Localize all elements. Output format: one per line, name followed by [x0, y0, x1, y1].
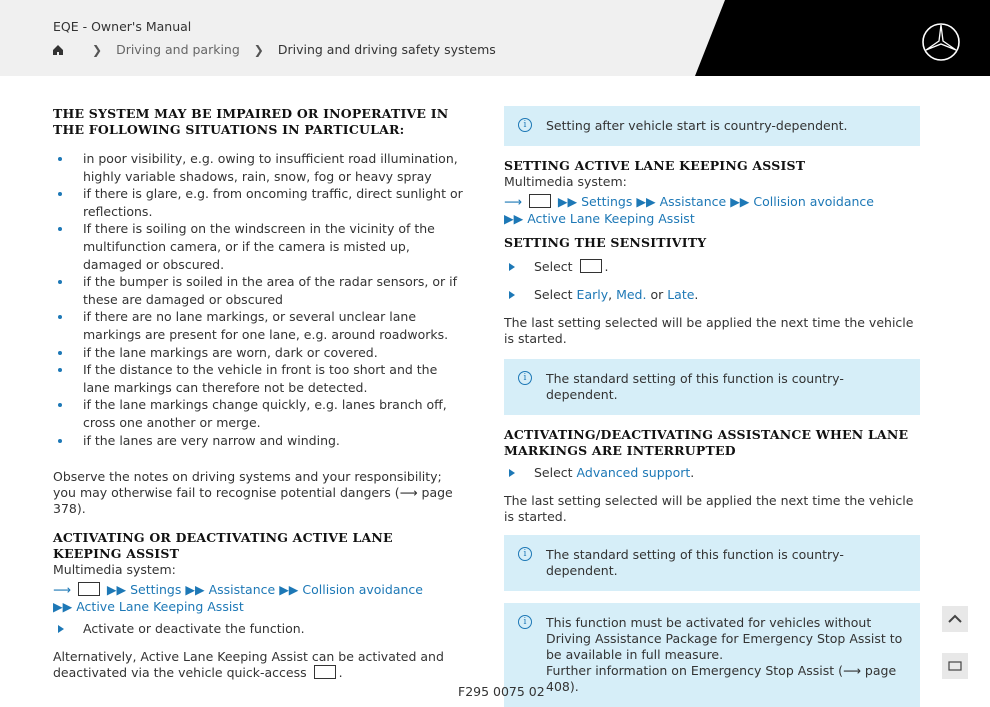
arrow-icon: ⟶: [504, 194, 522, 209]
select-advanced-step: Select Advanced support.: [504, 465, 920, 481]
arrow-icon: ⟶: [53, 582, 71, 598]
info-box: [504, 535, 920, 591]
info-text: The standard setting of this function is country-dependent.: [546, 547, 844, 578]
select-step: Select .: [504, 259, 920, 275]
path-active-lane-keeping-assist[interactable]: Active Lane Keeping Assist: [76, 599, 244, 615]
gear-icon: [580, 259, 602, 273]
menu-path: [504, 193, 920, 227]
quick-access-note: Alternatively, Active Lane Keeping Assist can be activated and deactivated via the vehicle quick-access .: [53, 649, 444, 681]
option-advanced-support[interactable]: Advanced support: [576, 465, 691, 480]
home-screen-icon: [78, 582, 100, 596]
car-icon: [314, 665, 336, 679]
info-text: Setting after vehicle start is country-dependent.: [546, 118, 848, 133]
chevron-right-icon: ❯: [253, 42, 264, 57]
list-item: if the lane markings are worn, dark or covered.: [53, 344, 465, 362]
info-box: [504, 106, 920, 146]
info-icon: i: [518, 547, 532, 561]
info-text: Further information on Emergency Stop Assist (⟶ page 408).: [546, 663, 897, 694]
info-text: This function must be activated for vehicles without Driving Assistance Package for Emergency Stop Assist to be available in full measure.: [546, 615, 903, 662]
figure-code: F295 0075 02: [458, 684, 545, 699]
scroll-to-top-button[interactable]: [942, 606, 968, 632]
breadcrumb: [52, 42, 496, 57]
header-bar: [0, 0, 990, 76]
option-med[interactable]: Med.: [616, 287, 647, 302]
info-icon: i: [518, 371, 532, 385]
sensitivity-heading: SETTING THE SENSITIVITY: [504, 235, 707, 250]
select-label: Select: [534, 287, 573, 302]
list-item: if there are no lane markings, or several unclear lane markings are present for one lane, e.g. around roadworks.: [53, 308, 465, 343]
multimedia-label: Multimedia system:: [53, 562, 176, 578]
path-collision-avoidance[interactable]: Collision avoidance: [302, 582, 423, 598]
list-item: if there is glare, e.g. from oncoming traffic, direct sunlight or reflections.: [53, 185, 465, 220]
info-icon: i: [518, 615, 532, 629]
breadcrumb-driving-safety[interactable]: Driving and driving safety systems: [277, 42, 496, 57]
mercedes-star-logo-icon: [921, 22, 961, 62]
path-settings[interactable]: Settings: [581, 194, 633, 209]
info-box: [504, 603, 920, 707]
list-item: If there is soiling on the windscreen in the vicinity of the multifunction camera, or if the camera is misted up, damaged or obscured.: [53, 220, 465, 273]
double-chevron-icon: ▶▶: [185, 582, 205, 598]
double-chevron-icon: ▶▶: [636, 194, 656, 209]
chevron-right-icon: ❯: [92, 42, 103, 57]
info-icon: i: [518, 118, 532, 132]
chevron-up-icon: [948, 614, 962, 624]
right-column: [504, 106, 920, 707]
select-label: Select: [534, 259, 573, 274]
list-item: if the bumper is soiled in the area of the radar sensors, or if these are damaged or obscured: [53, 273, 465, 308]
impairment-heading: THE SYSTEM MAY BE IMPAIRED OR INOPERATIVE IN THE FOLLOWING SITUATIONS IN PARTICULAR:: [53, 106, 449, 137]
last-setting-note: The last setting selected will be applied the next time the vehicle is started.: [504, 315, 914, 346]
quick-access-text: Alternatively, Active Lane Keeping Assist can be activated and deactivated via the vehicle quick-access: [53, 649, 444, 681]
home-screen-icon: [529, 194, 551, 208]
double-chevron-icon: ▶▶: [504, 211, 524, 226]
menu-path: [53, 581, 465, 615]
manual-title: EQE - Owner's Manual: [53, 19, 192, 34]
path-assistance[interactable]: Assistance: [208, 582, 276, 598]
page-toggle-button[interactable]: [942, 653, 968, 679]
setting-lka-heading: SETTING ACTIVE LANE KEEPING ASSIST: [504, 158, 806, 173]
list-item: if the lanes are very narrow and winding.: [53, 432, 465, 450]
path-assistance[interactable]: Assistance: [659, 194, 727, 209]
double-chevron-icon: ▶▶: [53, 599, 73, 615]
page-icon: [948, 660, 962, 672]
activate-lka-heading: ACTIVATING OR DEACTIVATING ACTIVE LANE KEEPING ASSIST: [53, 530, 393, 562]
option-early[interactable]: Early: [576, 287, 609, 302]
double-chevron-icon: ▶▶: [106, 582, 127, 598]
list-item: if the lane markings change quickly, e.g. lanes branch off, cross one another or merge.: [53, 396, 465, 431]
info-box: [504, 359, 920, 415]
path-collision-avoidance[interactable]: Collision avoidance: [753, 194, 874, 209]
home-icon[interactable]: [52, 44, 64, 56]
path-active-lane-keeping-assist[interactable]: Active Lane Keeping Assist: [527, 211, 695, 226]
breadcrumb-driving-and-parking[interactable]: Driving and parking: [116, 42, 240, 57]
list-item: If the distance to the vehicle in front is too short and the lane markings can therefore not be detected.: [53, 361, 465, 396]
responsibility-note: Observe the notes on driving systems and your responsibility; you may otherwise fail to recognise potential dangers (⟶ page 378).: [53, 469, 453, 517]
select-label: Select: [534, 465, 573, 480]
interrupted-markings-heading: ACTIVATING/DEACTIVATING ASSISTANCE WHEN LANE MARKINGS ARE INTERRUPTED: [504, 427, 909, 458]
info-text: The standard setting of this function is country-dependent.: [546, 371, 844, 402]
multimedia-label: Multimedia system:: [504, 174, 627, 189]
select-sensitivity-step: Select Early, Med. or Late.: [504, 287, 920, 303]
option-late[interactable]: Late: [667, 287, 695, 302]
impairment-list: [53, 150, 465, 449]
double-chevron-icon: ▶▶: [279, 582, 299, 598]
double-chevron-icon: ▶▶: [557, 194, 578, 209]
left-column: [53, 106, 465, 681]
path-settings[interactable]: Settings: [130, 582, 182, 598]
double-chevron-icon: ▶▶: [730, 194, 750, 209]
last-setting-note: The last setting selected will be applied the next time the vehicle is started.: [504, 493, 914, 524]
activate-step: Activate or deactivate the function.: [53, 621, 465, 637]
list-item: in poor visibility, e.g. owing to insufficient road illumination, highly variable shadows, rain, snow, fog or heavy spray: [53, 150, 465, 185]
